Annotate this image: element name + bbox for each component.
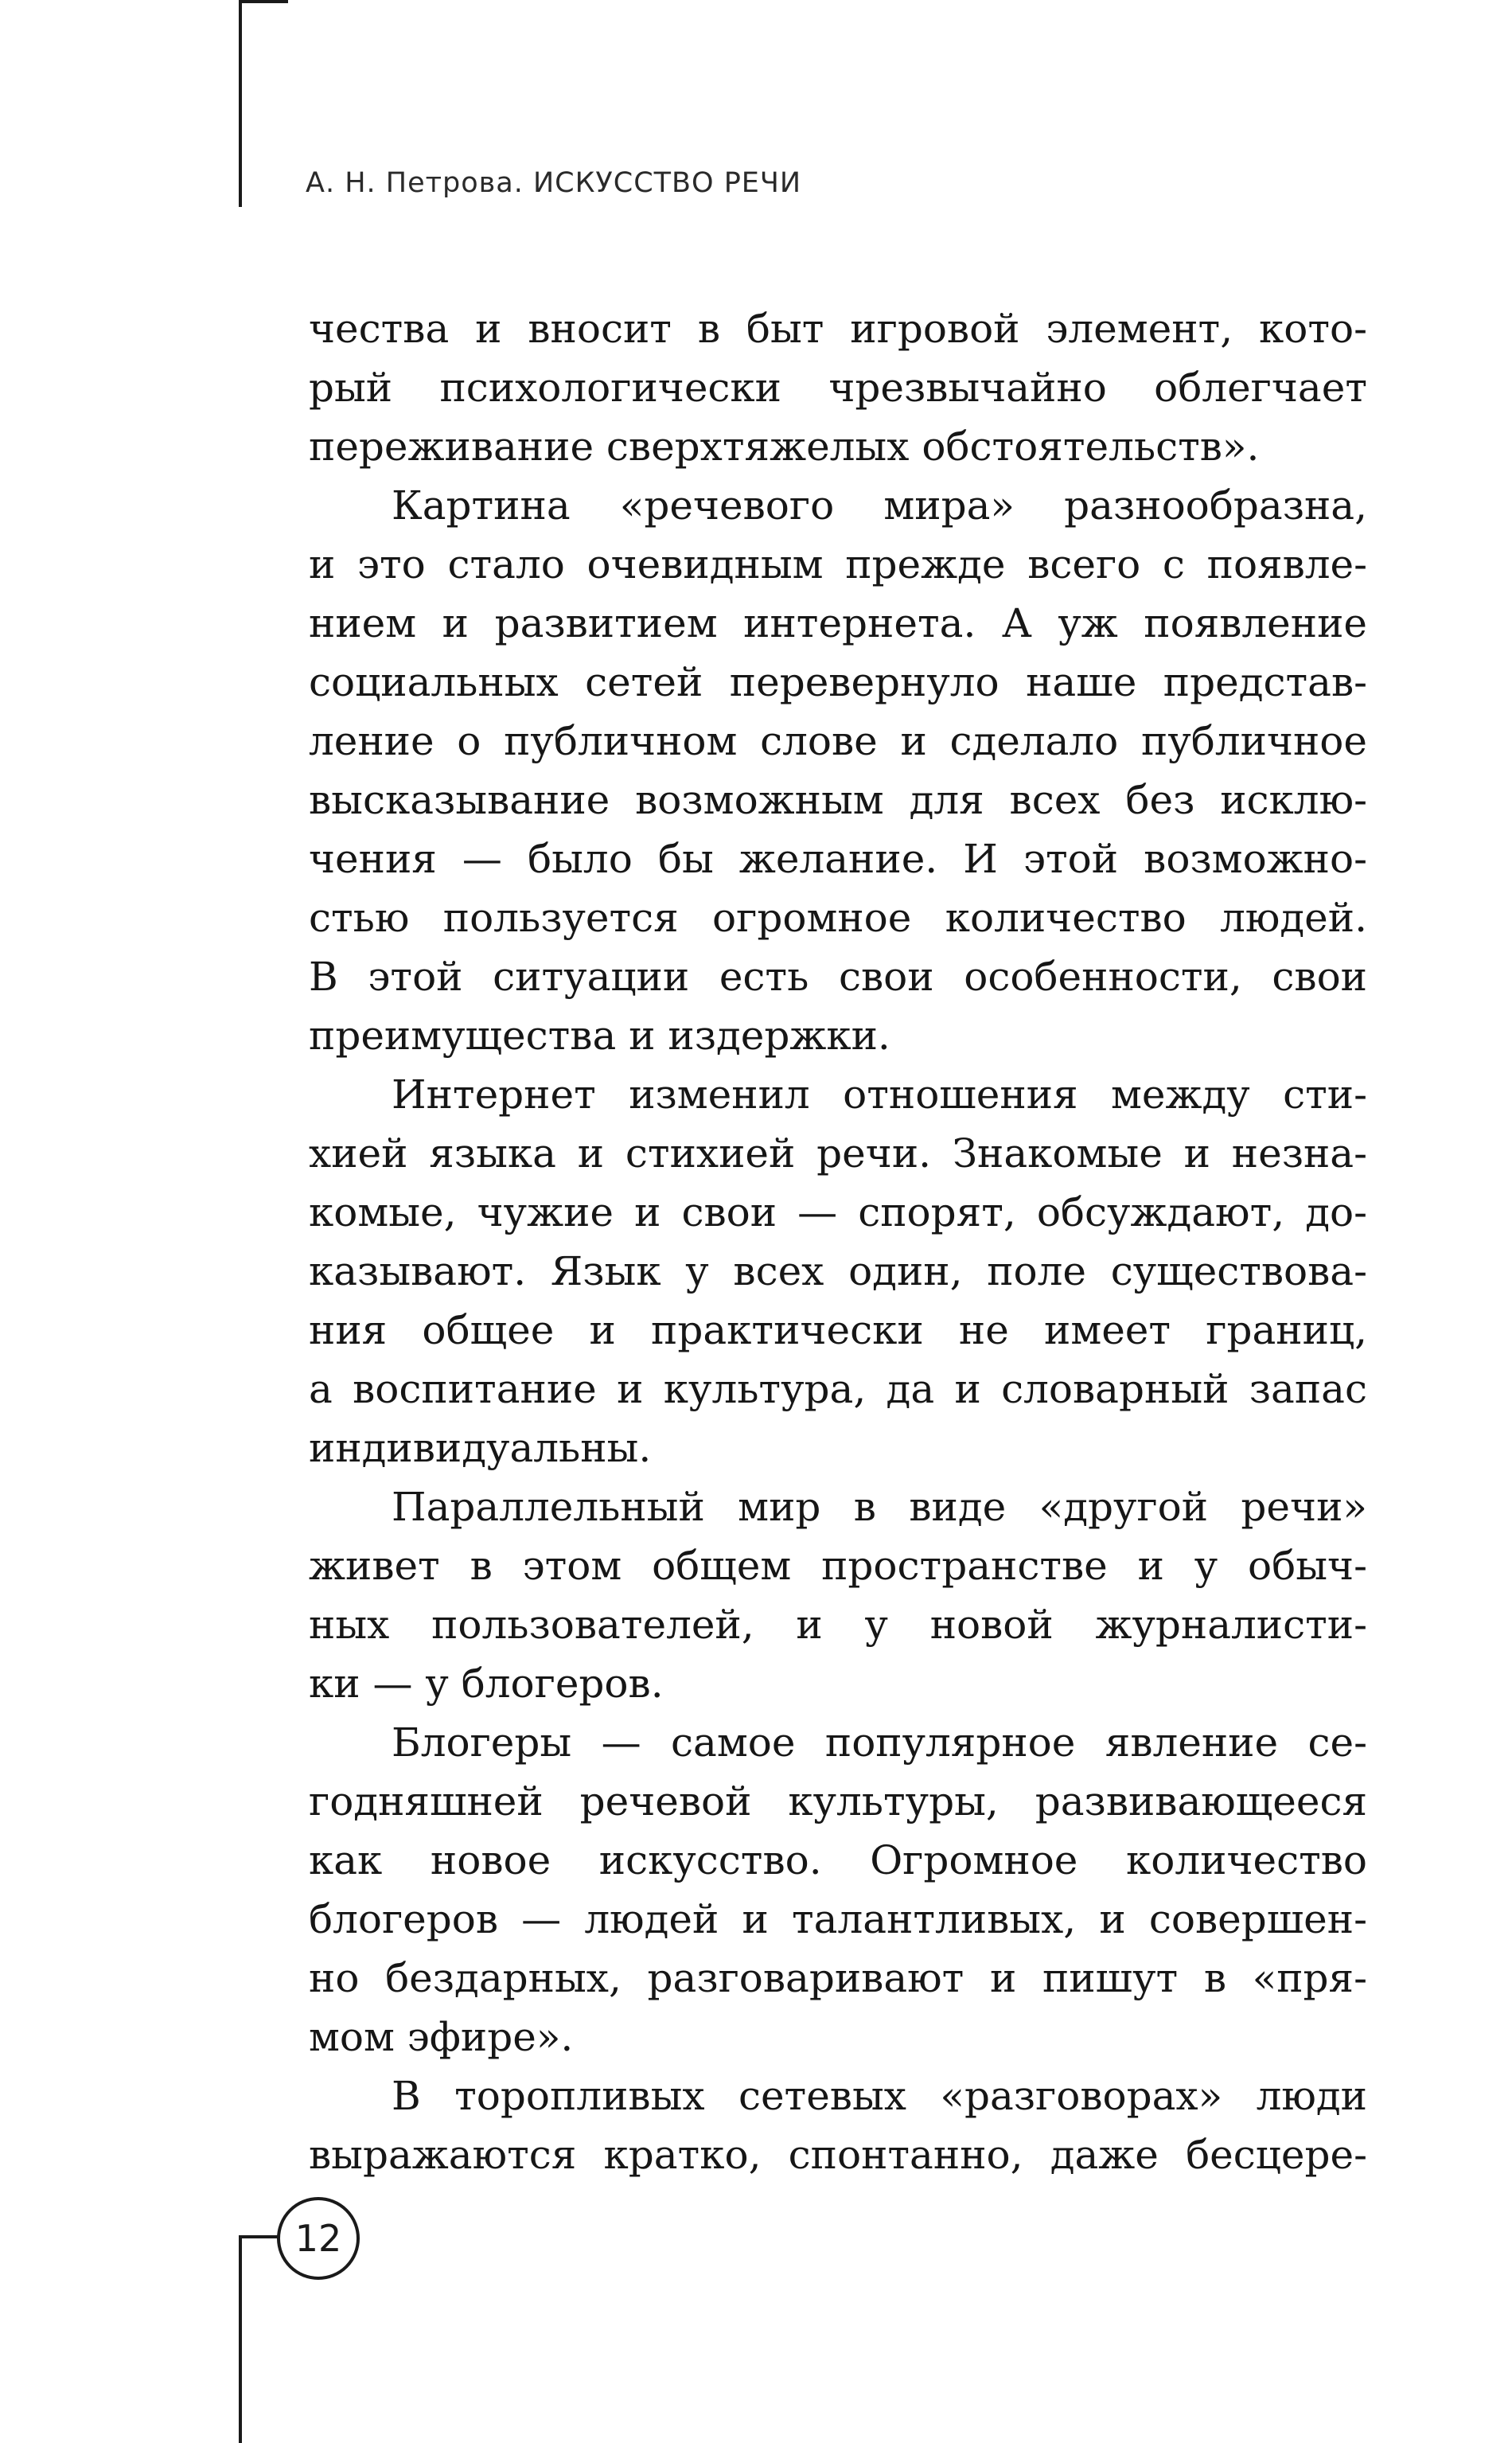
text-line: высказывание возможным для всех без исклю-: [309, 777, 1367, 823]
paragraph-first-line: Интернет изменил отношения между сти-: [392, 1071, 1367, 1118]
paragraph-first-line: Картина «речевого мира» разнообразна,: [392, 482, 1367, 529]
top-corner-bracket: [239, 0, 288, 207]
text-line: хией языка и стихией речи. Знакомые и незна-: [309, 1130, 1367, 1177]
text-line: выражаются кратко, спонтанно, даже бесцере-: [309, 2132, 1367, 2178]
bottom-corner-bracket: [239, 2235, 279, 2443]
body-text: [309, 299, 1367, 2184]
text-line: комые, чужие и свои — спорят, обсуждают, до-: [309, 1189, 1367, 1235]
text-line: индивидуальны.: [309, 1425, 652, 1471]
text-line: нием и развитием интернета. А уж появление: [309, 600, 1367, 646]
text-line: ление о публичном слове и сделало публичное: [309, 718, 1367, 764]
text-line: преимущества и издержки.: [309, 1013, 890, 1059]
text-line: чества и вносит в быт игровой элемент, кото-: [309, 306, 1367, 352]
text-line: живет в этом общем пространстве и у обыч-: [309, 1543, 1367, 1589]
text-line: блогеров — людей и талантливых, и совершен-: [309, 1896, 1367, 1942]
text-line: и это стало очевидным прежде всего с появле-: [309, 541, 1367, 587]
text-line: а воспитание и культура, да и словарный запас: [309, 1366, 1367, 1412]
paragraph-first-line: Параллельный мир в виде «другой речи»: [392, 1484, 1367, 1530]
text-line: стью пользуется огромное количество людей.: [309, 895, 1367, 941]
text-line: социальных сетей перевернуло наше представ-: [309, 659, 1367, 705]
text-line: годняшней речевой культуры, развивающееся: [309, 1778, 1367, 1824]
page-number: 12: [277, 2197, 360, 2280]
text-line: но бездарных, разговаривают и пишут в «пря-: [309, 1955, 1367, 2001]
paragraph-first-line: В торопливых сетевых «разговорах» люди: [392, 2073, 1367, 2119]
text-line: ния общее и практически не имеет границ,: [309, 1307, 1367, 1353]
text-line: ных пользователей, и у новой журналисти-: [309, 1602, 1367, 1648]
text-line: мом эфире».: [309, 2014, 574, 2060]
running-head: А. Н. Петрова. ИСКУССТВО РЕЧИ: [306, 167, 802, 199]
text-line: переживание сверхтяжелых обстоятельств».: [309, 423, 1260, 470]
text-line: ки — у блогеров.: [309, 1661, 664, 1707]
text-line: как новое искусство. Огромное количество: [309, 1837, 1367, 1883]
text-line: В этой ситуации есть свои особенности, свои: [309, 954, 1367, 1000]
text-line: чения — было бы желание. И этой возможно-: [309, 836, 1367, 882]
paragraph-first-line: Блогеры — самое популярное явление се-: [392, 1719, 1367, 1766]
text-line: казывают. Язык у всех один, поле существова-: [309, 1248, 1367, 1294]
text-line: рый психологически чрезвычайно облегчает: [309, 365, 1367, 411]
